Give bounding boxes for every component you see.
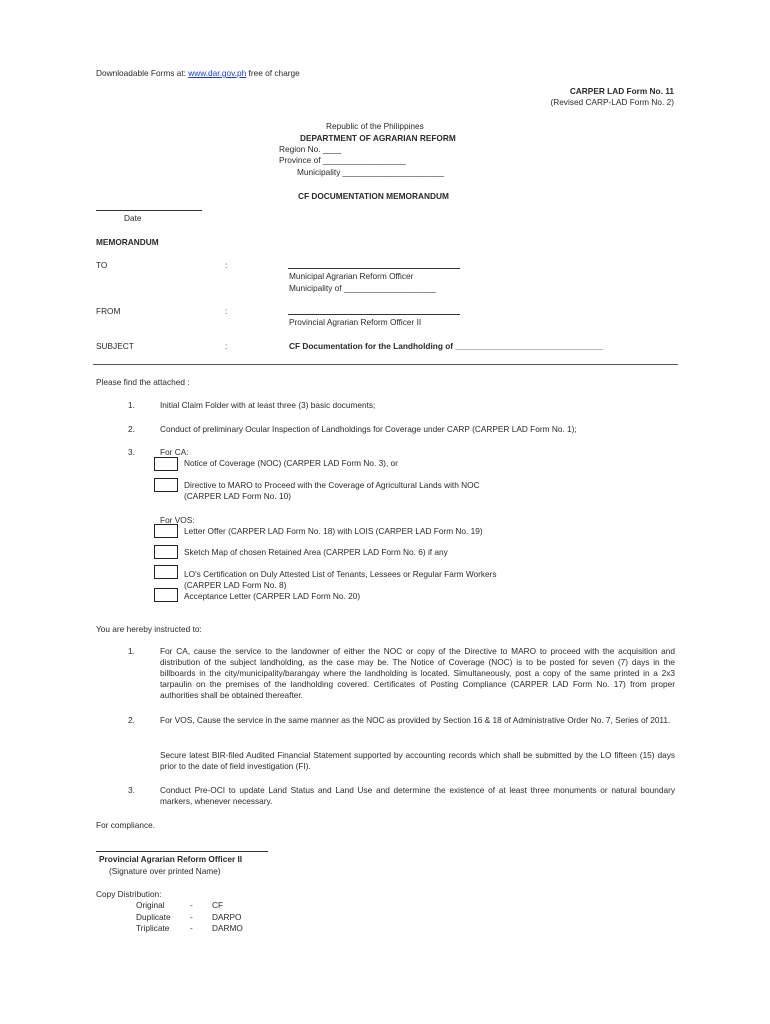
instruction-number: 3. [128, 785, 135, 795]
attached-intro: Please find the attached : [96, 377, 190, 387]
from-title: Provincial Agrarian Reform Officer II [289, 317, 422, 327]
from-name-line [288, 314, 460, 315]
memorandum-label: MEMORANDUM [96, 237, 159, 247]
municipality-field: Municipality ______________________ [297, 167, 445, 177]
instruction-number: 2. [128, 715, 135, 725]
signature-line [96, 851, 268, 852]
header-separator [93, 364, 678, 365]
copy-name: Duplicate [136, 912, 171, 922]
form-revision: (Revised CARP-LAD Form No. 2) [550, 97, 674, 107]
copy-recipient: DARMO [212, 923, 243, 933]
copy-name: Triplicate [136, 923, 170, 933]
lo-certification-form: (CARPER LAD Form No. 8) [184, 580, 287, 590]
for-vos-label: For VOS: [160, 515, 195, 525]
date-label: Date [124, 213, 142, 223]
to-municipality: Municipality of ____________________ [289, 283, 437, 293]
to-colon: : [225, 260, 228, 270]
department-name: DEPARTMENT OF AGRARIAN REFORM [300, 133, 456, 143]
attached-item-number: 2. [128, 424, 135, 434]
directive-option-form: (CARPER LAD Form No. 10) [184, 491, 291, 501]
copy-recipient: CF [212, 900, 224, 910]
noc-option: Notice of Coverage (NOC) (CARPER LAD Form No. 3), or [184, 458, 398, 468]
acceptance-letter-option: Acceptance Letter (CARPER LAD Form No. 20) [184, 591, 361, 601]
compliance-note: For compliance. [96, 820, 156, 830]
province-field: Province of __________________ [279, 155, 406, 165]
lo-certification-checkbox[interactable] [154, 565, 178, 579]
copy-recipient: DARPO [212, 912, 242, 922]
from-colon: : [225, 306, 228, 316]
copy-distribution-label: Copy Distribution: [96, 889, 162, 899]
attached-item-text: Initial Claim Folder with at least three (3) basic documents; [160, 400, 376, 410]
copy-dash: - [190, 900, 193, 910]
subject-label: SUBJECT [96, 341, 134, 351]
to-title: Municipal Agrarian Reform Officer [289, 271, 414, 281]
instruction-number: 1. [128, 646, 135, 656]
noc-checkbox[interactable] [154, 457, 178, 471]
instruction-text: For VOS, Cause the service in the same manner as the NOC as provided by Section 16 & 18 of Administrative Order No. 7, Series of 2011. [160, 715, 671, 725]
directive-checkbox[interactable] [154, 478, 178, 492]
to-label: TO [96, 260, 108, 270]
attached-item-number: 1. [128, 400, 135, 410]
attached-item-number: 3. [128, 447, 135, 457]
copy-dash: - [190, 912, 193, 922]
subject-colon: : [225, 341, 228, 351]
for-ca-label: For CA: [160, 447, 189, 457]
download-note [96, 68, 300, 79]
attached-item-text: Conduct of preliminary Ocular Inspection of Landholdings for Coverage under CARP (CARPER LAD Form No. 1); [160, 424, 577, 434]
instruction-text: Secure latest BIR-filed Audited Financial Statement supported by accounting records which shall be submitted by the LO fifteen (15) days prior to the date of field investigation (FI). [160, 750, 675, 771]
download-suffix: free of charge [246, 68, 300, 78]
instructions-intro: You are hereby instructed to: [96, 624, 202, 634]
directive-option: Directive to MARO to Proceed with the Coverage of Agricultural Lands with NOC [184, 480, 480, 490]
sketch-map-checkbox[interactable] [154, 545, 178, 559]
republic-line: Republic of the Philippines [326, 121, 424, 131]
copy-dash: - [190, 923, 193, 933]
region-field: Region No. ____ [279, 144, 342, 154]
dar-website-link[interactable]: www.dar.gov.ph [188, 68, 247, 78]
letter-offer-option: Letter Offer (CARPER LAD Form No. 18) with LOIS (CARPER LAD Form No. 19) [184, 526, 483, 536]
download-prefix: Downloadable Forms at: [96, 68, 189, 78]
subject-text: CF Documentation for the Landholding of ________________________________ [289, 341, 604, 351]
date-line [96, 210, 202, 211]
form-number: CARPER LAD Form No. 11 [569, 86, 674, 96]
from-label: FROM [96, 306, 121, 316]
sketch-map-option: Sketch Map of chosen Retained Area (CARPER LAD Form No. 6) if any [184, 547, 448, 557]
instruction-text: Conduct Pre-OCI to update Land Status and Land Use and determine the existence of at least three monuments or natural boundary markers, whenever necessary. [160, 785, 675, 806]
lo-certification-option: LO's Certification on Duly Attested List of Tenants, Lessees or Regular Farm Workers [184, 569, 497, 579]
to-name-line [288, 268, 460, 269]
signatory-title: Provincial Agrarian Reform Officer II [99, 854, 243, 864]
memo-title: CF DOCUMENTATION MEMORANDUM [298, 191, 449, 201]
letter-offer-checkbox[interactable] [154, 524, 178, 538]
acceptance-letter-checkbox[interactable] [154, 588, 178, 602]
instruction-text: For CA, cause the service to the landowner of either the NOC or copy of the Directive to MARO to proceed with the acquisition and distribution of the subject landholding, as the case may be. The Notice of Coverage (NOC) is to be posted for seven (7) days in the billboards in the city/municipality/barangay where the landholding is located. Simultaneously, post a copy of the same printed in a 2x3 tarpaulin on the premises of the landholding covered. Certificates of Posting Compliance (CARPER LAD Form No. 17) from proper authorities shall be obtained thereafter. [160, 646, 675, 700]
copy-name: Original [136, 900, 165, 910]
signature-note: (Signature over printed Name) [109, 866, 221, 876]
